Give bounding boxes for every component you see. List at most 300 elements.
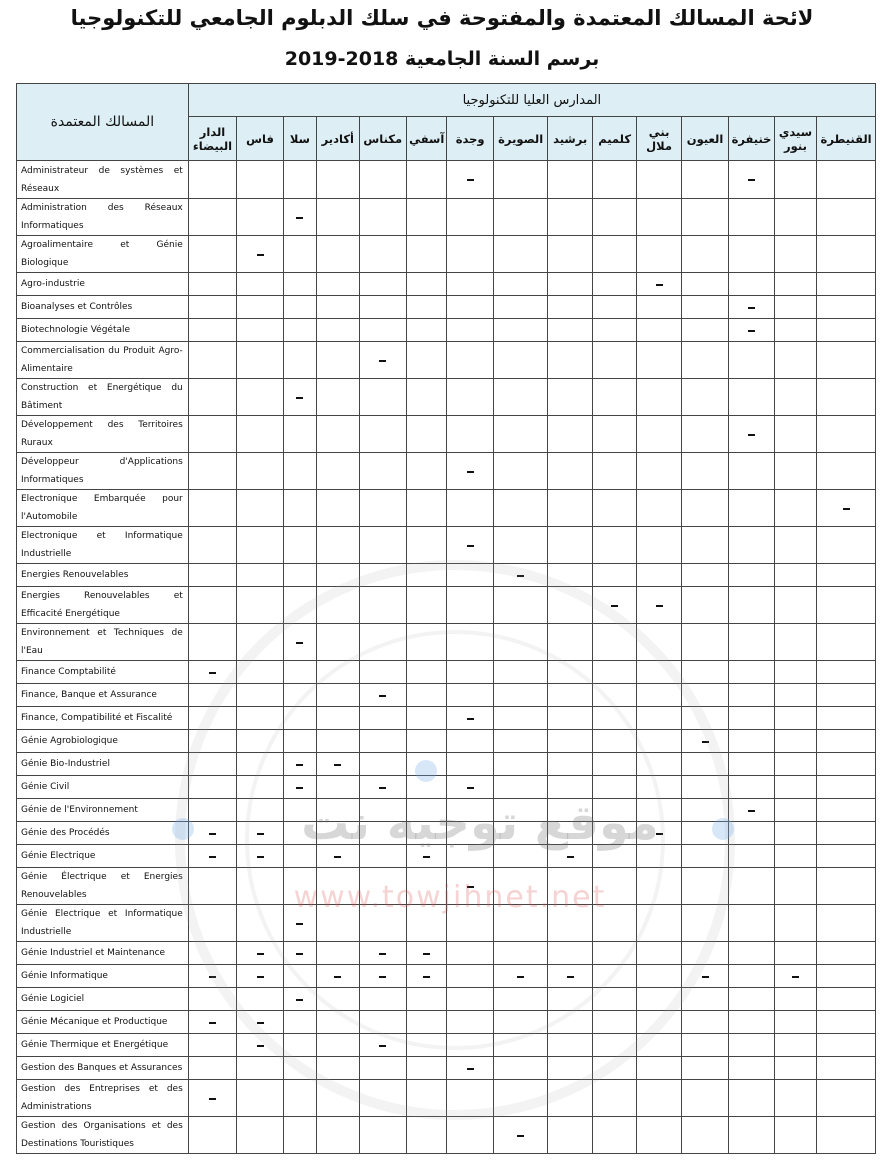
availability-cell bbox=[774, 319, 816, 342]
availability-cell bbox=[817, 661, 876, 684]
availability-cell bbox=[729, 587, 774, 624]
availability-cell bbox=[237, 319, 283, 342]
availability-cell bbox=[407, 942, 447, 965]
city-header: سيدي بنور bbox=[774, 117, 816, 161]
availability-mark bbox=[296, 999, 303, 1001]
availability-cell bbox=[729, 161, 774, 199]
availability-cell bbox=[592, 988, 636, 1011]
availability-cell bbox=[774, 587, 816, 624]
availability-cell bbox=[407, 661, 447, 684]
availability-mark bbox=[257, 1045, 264, 1047]
availability-mark bbox=[296, 397, 303, 399]
availability-cell bbox=[447, 587, 493, 624]
availability-cell bbox=[681, 416, 728, 453]
availability-cell bbox=[493, 564, 548, 587]
table-row bbox=[17, 868, 876, 905]
availability-cell bbox=[407, 1011, 447, 1034]
availability-cell bbox=[681, 161, 728, 199]
availability-cell bbox=[237, 776, 283, 799]
city-header: أكادير bbox=[317, 117, 359, 161]
document-title: لائحة المسالك المعتمدة والمفتوحة في سلك الدبلوم الجامعي للتكنولوجيا bbox=[70, 6, 814, 30]
availability-cell bbox=[283, 296, 316, 319]
availability-cell bbox=[188, 273, 237, 296]
table-row bbox=[17, 624, 876, 661]
availability-cell bbox=[447, 527, 493, 564]
availability-cell bbox=[637, 490, 681, 527]
availability-cell bbox=[817, 845, 876, 868]
availability-cell bbox=[283, 587, 316, 624]
city-header: كلميم bbox=[592, 117, 636, 161]
availability-cell bbox=[283, 342, 316, 379]
availability-cell bbox=[592, 296, 636, 319]
availability-mark bbox=[209, 672, 216, 674]
availability-mark bbox=[748, 307, 755, 309]
availability-cell bbox=[493, 905, 548, 942]
availability-cell bbox=[359, 624, 406, 661]
availability-cell bbox=[283, 490, 316, 527]
availability-cell bbox=[283, 730, 316, 753]
availability-cell bbox=[637, 319, 681, 342]
availability-cell bbox=[681, 296, 728, 319]
program-name: Electronique Embarquée pour l'Automobile bbox=[17, 490, 189, 527]
availability-cell bbox=[188, 730, 237, 753]
availability-cell bbox=[548, 379, 592, 416]
availability-cell bbox=[774, 416, 816, 453]
availability-mark bbox=[467, 787, 474, 789]
availability-cell bbox=[188, 822, 237, 845]
availability-cell bbox=[774, 942, 816, 965]
availability-cell bbox=[592, 822, 636, 845]
availability-cell bbox=[493, 161, 548, 199]
availability-cell bbox=[407, 527, 447, 564]
availability-cell bbox=[407, 564, 447, 587]
availability-mark bbox=[296, 642, 303, 644]
availability-mark bbox=[257, 254, 264, 256]
city-header: الدار البيضاء bbox=[188, 117, 237, 161]
availability-cell bbox=[548, 661, 592, 684]
availability-cell bbox=[548, 199, 592, 236]
availability-cell bbox=[407, 161, 447, 199]
availability-cell bbox=[592, 319, 636, 342]
availability-cell bbox=[447, 379, 493, 416]
availability-cell bbox=[447, 236, 493, 273]
table-row bbox=[17, 822, 876, 845]
availability-cell bbox=[359, 587, 406, 624]
availability-cell bbox=[317, 490, 359, 527]
table-row bbox=[17, 988, 876, 1011]
availability-cell bbox=[548, 1117, 592, 1154]
availability-cell bbox=[407, 965, 447, 988]
availability-cell bbox=[592, 845, 636, 868]
availability-cell bbox=[188, 319, 237, 342]
availability-cell bbox=[729, 624, 774, 661]
availability-cell bbox=[681, 236, 728, 273]
availability-cell bbox=[637, 730, 681, 753]
availability-cell bbox=[188, 199, 237, 236]
availability-cell bbox=[237, 416, 283, 453]
availability-cell bbox=[681, 845, 728, 868]
availability-cell bbox=[237, 822, 283, 845]
availability-cell bbox=[447, 799, 493, 822]
availability-cell bbox=[493, 1057, 548, 1080]
availability-cell bbox=[447, 161, 493, 199]
city-header: العيون bbox=[681, 117, 728, 161]
availability-cell bbox=[317, 273, 359, 296]
availability-cell bbox=[493, 624, 548, 661]
availability-cell bbox=[493, 988, 548, 1011]
availability-cell bbox=[548, 1034, 592, 1057]
availability-cell bbox=[729, 296, 774, 319]
availability-cell bbox=[729, 453, 774, 490]
availability-mark bbox=[748, 330, 755, 332]
availability-cell bbox=[359, 868, 406, 905]
availability-cell bbox=[729, 199, 774, 236]
program-name: Génie Agrobiologique bbox=[17, 730, 189, 753]
availability-cell bbox=[774, 453, 816, 490]
availability-cell bbox=[592, 905, 636, 942]
table-row bbox=[17, 1117, 876, 1154]
availability-cell bbox=[407, 845, 447, 868]
availability-cell bbox=[407, 776, 447, 799]
availability-mark bbox=[209, 1022, 216, 1024]
table-row bbox=[17, 453, 876, 490]
availability-mark bbox=[379, 787, 386, 789]
availability-cell bbox=[817, 799, 876, 822]
availability-cell bbox=[729, 661, 774, 684]
availability-cell bbox=[188, 564, 237, 587]
availability-cell bbox=[317, 342, 359, 379]
availability-cell bbox=[283, 707, 316, 730]
availability-cell bbox=[729, 342, 774, 379]
program-name: Agroalimentaire et Génie Biologique bbox=[17, 236, 189, 273]
program-name: Gestion des Organisations et des Destinations Touristiques bbox=[17, 1117, 189, 1154]
availability-cell bbox=[359, 905, 406, 942]
availability-cell bbox=[637, 342, 681, 379]
availability-mark bbox=[517, 976, 524, 978]
availability-cell bbox=[317, 319, 359, 342]
availability-cell bbox=[637, 1011, 681, 1034]
availability-cell bbox=[188, 161, 237, 199]
city-header: آسفي bbox=[407, 117, 447, 161]
table-row bbox=[17, 161, 876, 199]
program-name: Finance Comptabilité bbox=[17, 661, 189, 684]
availability-cell bbox=[493, 490, 548, 527]
availability-cell bbox=[407, 379, 447, 416]
availability-cell bbox=[407, 707, 447, 730]
availability-cell bbox=[493, 822, 548, 845]
table-row bbox=[17, 730, 876, 753]
availability-cell bbox=[637, 379, 681, 416]
availability-cell bbox=[407, 684, 447, 707]
availability-cell bbox=[592, 527, 636, 564]
availability-cell bbox=[729, 988, 774, 1011]
availability-cell bbox=[283, 199, 316, 236]
availability-cell bbox=[237, 587, 283, 624]
availability-cell bbox=[681, 707, 728, 730]
availability-cell bbox=[729, 845, 774, 868]
availability-cell bbox=[447, 1011, 493, 1034]
availability-cell bbox=[447, 342, 493, 379]
availability-cell bbox=[774, 707, 816, 730]
availability-cell bbox=[592, 799, 636, 822]
availability-cell bbox=[681, 564, 728, 587]
availability-cell bbox=[729, 564, 774, 587]
availability-cell bbox=[447, 490, 493, 527]
availability-cell bbox=[359, 684, 406, 707]
availability-cell bbox=[592, 1057, 636, 1080]
availability-cell bbox=[317, 868, 359, 905]
availability-cell bbox=[637, 868, 681, 905]
availability-mark bbox=[567, 856, 574, 858]
availability-cell bbox=[637, 527, 681, 564]
availability-cell bbox=[407, 1057, 447, 1080]
availability-cell bbox=[592, 564, 636, 587]
table-row bbox=[17, 1011, 876, 1034]
availability-cell bbox=[237, 942, 283, 965]
availability-mark bbox=[843, 508, 850, 510]
availability-cell bbox=[188, 988, 237, 1011]
availability-cell bbox=[317, 822, 359, 845]
availability-cell bbox=[237, 453, 283, 490]
availability-cell bbox=[637, 624, 681, 661]
availability-cell bbox=[317, 296, 359, 319]
city-header: القنيطرة bbox=[817, 117, 876, 161]
availability-cell bbox=[817, 988, 876, 1011]
availability-cell bbox=[548, 296, 592, 319]
availability-cell bbox=[493, 845, 548, 868]
availability-cell bbox=[407, 453, 447, 490]
availability-cell bbox=[359, 296, 406, 319]
availability-cell bbox=[359, 707, 406, 730]
availability-cell bbox=[283, 822, 316, 845]
availability-mark bbox=[702, 976, 709, 978]
availability-cell bbox=[774, 988, 816, 1011]
availability-cell bbox=[817, 1080, 876, 1117]
availability-cell bbox=[237, 1117, 283, 1154]
availability-cell bbox=[637, 1034, 681, 1057]
availability-cell bbox=[592, 1080, 636, 1117]
availability-cell bbox=[774, 1080, 816, 1117]
program-name: Administration des Réseaux Informatiques bbox=[17, 199, 189, 236]
availability-cell bbox=[817, 199, 876, 236]
table-row bbox=[17, 661, 876, 684]
availability-cell bbox=[548, 527, 592, 564]
program-name: Génie Electrique bbox=[17, 845, 189, 868]
program-name: Energies Renouvelables et Efficacité Energétique bbox=[17, 587, 189, 624]
availability-cell bbox=[188, 1117, 237, 1154]
availability-cell bbox=[637, 587, 681, 624]
availability-cell bbox=[407, 730, 447, 753]
availability-cell bbox=[283, 1034, 316, 1057]
city-header: برشيد bbox=[548, 117, 592, 161]
availability-cell bbox=[283, 416, 316, 453]
availability-cell bbox=[817, 342, 876, 379]
program-name: Energies Renouvelables bbox=[17, 564, 189, 587]
availability-cell bbox=[637, 845, 681, 868]
availability-cell bbox=[681, 342, 728, 379]
availability-cell bbox=[283, 753, 316, 776]
availability-cell bbox=[447, 1034, 493, 1057]
availability-cell bbox=[237, 379, 283, 416]
availability-cell bbox=[237, 1057, 283, 1080]
program-name: Génie Mécanique et Productique bbox=[17, 1011, 189, 1034]
availability-cell bbox=[817, 379, 876, 416]
availability-cell bbox=[317, 1034, 359, 1057]
table-row bbox=[17, 707, 876, 730]
availability-cell bbox=[681, 776, 728, 799]
availability-cell bbox=[317, 988, 359, 1011]
availability-cell bbox=[447, 868, 493, 905]
availability-cell bbox=[817, 868, 876, 905]
availability-cell bbox=[729, 1057, 774, 1080]
availability-cell bbox=[774, 273, 816, 296]
availability-cell bbox=[637, 905, 681, 942]
availability-cell bbox=[729, 1011, 774, 1034]
availability-mark bbox=[379, 953, 386, 955]
availability-cell bbox=[237, 965, 283, 988]
availability-cell bbox=[283, 988, 316, 1011]
availability-cell bbox=[681, 453, 728, 490]
availability-mark bbox=[423, 953, 430, 955]
availability-cell bbox=[447, 416, 493, 453]
availability-cell bbox=[681, 199, 728, 236]
availability-cell bbox=[237, 1080, 283, 1117]
availability-cell bbox=[283, 453, 316, 490]
availability-cell bbox=[188, 868, 237, 905]
availability-cell bbox=[359, 1011, 406, 1034]
availability-cell bbox=[681, 587, 728, 624]
availability-cell bbox=[283, 965, 316, 988]
availability-cell bbox=[188, 942, 237, 965]
availability-cell bbox=[407, 296, 447, 319]
table-row bbox=[17, 1057, 876, 1080]
table-row bbox=[17, 1080, 876, 1117]
availability-cell bbox=[548, 730, 592, 753]
availability-cell bbox=[237, 845, 283, 868]
availability-cell bbox=[729, 730, 774, 753]
table-body bbox=[17, 161, 876, 1154]
availability-cell bbox=[237, 707, 283, 730]
availability-cell bbox=[774, 1057, 816, 1080]
city-header: مكناس bbox=[359, 117, 406, 161]
availability-cell bbox=[817, 236, 876, 273]
availability-cell bbox=[317, 753, 359, 776]
table-row bbox=[17, 379, 876, 416]
availability-cell bbox=[359, 564, 406, 587]
availability-cell bbox=[592, 661, 636, 684]
availability-cell bbox=[317, 776, 359, 799]
availability-cell bbox=[817, 273, 876, 296]
availability-cell bbox=[359, 319, 406, 342]
availability-mark bbox=[379, 1045, 386, 1047]
availability-cell bbox=[447, 1117, 493, 1154]
watermark-arabic-text: موقع توجيه نت bbox=[301, 795, 659, 851]
availability-cell bbox=[188, 342, 237, 379]
city-header: الصويرة bbox=[493, 117, 548, 161]
availability-cell bbox=[317, 1011, 359, 1034]
availability-mark bbox=[257, 856, 264, 858]
availability-cell bbox=[548, 822, 592, 845]
availability-cell bbox=[317, 453, 359, 490]
program-name: Bioanalyses et Contrôles bbox=[17, 296, 189, 319]
availability-cell bbox=[493, 753, 548, 776]
availability-mark bbox=[257, 1022, 264, 1024]
academic-year-subtitle: برسم السنة الجامعية 2018-2019 bbox=[284, 48, 600, 70]
availability-cell bbox=[359, 730, 406, 753]
availability-cell bbox=[774, 527, 816, 564]
availability-cell bbox=[774, 199, 816, 236]
availability-cell bbox=[447, 707, 493, 730]
availability-cell bbox=[548, 273, 592, 296]
programs-table bbox=[16, 83, 876, 1154]
availability-cell bbox=[237, 624, 283, 661]
availability-mark bbox=[517, 575, 524, 577]
availability-cell bbox=[817, 564, 876, 587]
availability-cell bbox=[359, 1057, 406, 1080]
availability-cell bbox=[359, 822, 406, 845]
availability-cell bbox=[188, 753, 237, 776]
availability-cell bbox=[817, 319, 876, 342]
availability-cell bbox=[188, 707, 237, 730]
availability-cell bbox=[407, 1080, 447, 1117]
availability-cell bbox=[359, 753, 406, 776]
availability-cell bbox=[592, 161, 636, 199]
availability-cell bbox=[188, 1057, 237, 1080]
availability-cell bbox=[817, 1011, 876, 1034]
city-header: بني ملال bbox=[637, 117, 681, 161]
availability-cell bbox=[317, 161, 359, 199]
availability-mark bbox=[567, 976, 574, 978]
availability-cell bbox=[637, 799, 681, 822]
availability-cell bbox=[407, 587, 447, 624]
availability-mark bbox=[379, 360, 386, 362]
program-name: Génie Thermique et Energétique bbox=[17, 1034, 189, 1057]
availability-cell bbox=[817, 490, 876, 527]
availability-cell bbox=[317, 942, 359, 965]
availability-cell bbox=[817, 1034, 876, 1057]
availability-cell bbox=[774, 868, 816, 905]
availability-mark bbox=[379, 976, 386, 978]
availability-cell bbox=[237, 661, 283, 684]
availability-cell bbox=[637, 661, 681, 684]
availability-cell bbox=[592, 776, 636, 799]
availability-cell bbox=[493, 379, 548, 416]
availability-cell bbox=[283, 319, 316, 342]
availability-cell bbox=[548, 845, 592, 868]
program-name: Finance, Compatibilité et Fiscalité bbox=[17, 707, 189, 730]
availability-cell bbox=[188, 379, 237, 416]
table-row bbox=[17, 199, 876, 236]
availability-mark bbox=[209, 976, 216, 978]
availability-cell bbox=[237, 161, 283, 199]
availability-cell bbox=[548, 342, 592, 379]
availability-mark bbox=[296, 764, 303, 766]
availability-cell bbox=[681, 1057, 728, 1080]
availability-mark bbox=[656, 833, 663, 835]
availability-cell bbox=[447, 730, 493, 753]
availability-cell bbox=[317, 564, 359, 587]
availability-cell bbox=[493, 661, 548, 684]
availability-cell bbox=[774, 624, 816, 661]
program-name: Développeur d'Applications Informatiques bbox=[17, 453, 189, 490]
availability-cell bbox=[188, 776, 237, 799]
availability-cell bbox=[493, 273, 548, 296]
table-row bbox=[17, 587, 876, 624]
availability-cell bbox=[729, 236, 774, 273]
availability-cell bbox=[493, 776, 548, 799]
availability-cell bbox=[681, 942, 728, 965]
program-name: Génie Informatique bbox=[17, 965, 189, 988]
